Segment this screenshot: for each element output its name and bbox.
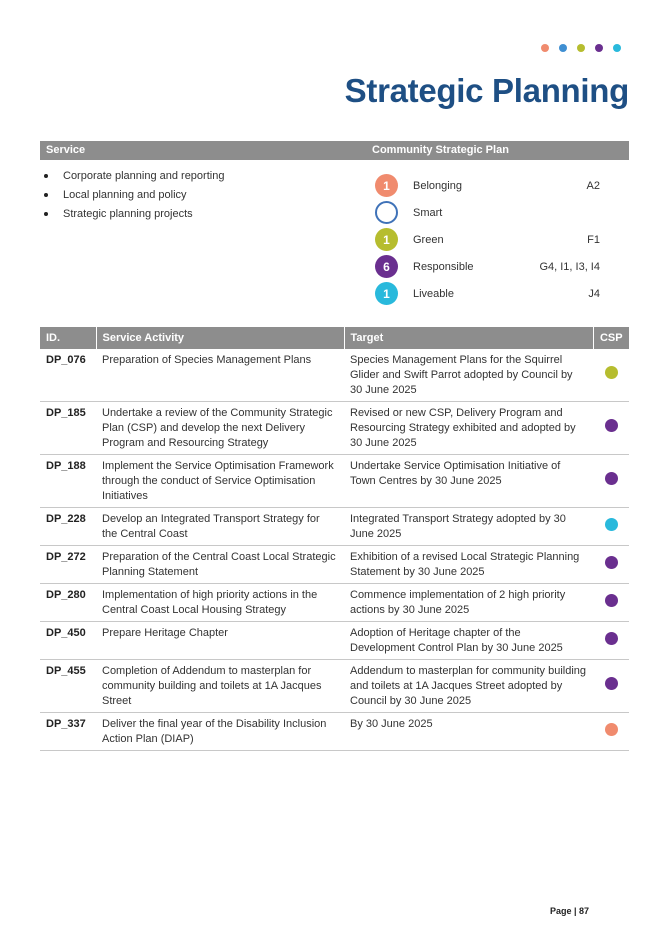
decorative-dots [541,44,621,52]
column-header-csp: CSP [593,327,629,349]
csp-theme-dot [605,472,618,485]
theme-name: Liveable [413,288,454,300]
service-item: Strategic planning projects [44,204,224,223]
csp-theme-dot [605,632,618,645]
activity-description: Preparation of the Central Coast Local Strategic Planning Statement [96,546,344,584]
csp-theme-green [375,228,629,255]
csp-header: Community Strategic Plan [372,144,509,156]
table-row [40,349,629,402]
table-row [40,622,629,660]
decorative-dot [559,44,567,52]
theme-count-badge: 6 [375,255,398,278]
column-header-activity: Service Activity [96,327,344,349]
activity-description: Deliver the final year of the Disability Inclusion Action Plan (DIAP) [96,713,344,751]
theme-count-badge [375,201,398,224]
csp-theme-smart [375,201,629,228]
activity-description: Implementation of high priority actions in the Central Coast Local Housing Strategy [96,584,344,622]
activity-target: Species Management Plans for the Squirrel Glider and Swift Parrot adopted by Council by 30 June 2025 [344,349,593,402]
theme-count-badge: 1 [375,282,398,305]
activity-target: Integrated Transport Strategy adopted by 30 June 2025 [344,508,593,546]
csp-theme-dot [605,594,618,607]
activity-id: DP_076 [40,349,96,402]
decorative-dot [595,44,603,52]
activity-description: Undertake a review of the Community Strategic Plan (CSP) and develop the next Delivery Program and Resourcing Strategy [96,402,344,455]
csp-theme-belonging [375,174,629,201]
service-item: Local planning and policy [44,185,224,204]
theme-codes: F1 [587,234,600,246]
theme-name: Green [413,234,444,246]
activity-description: Preparation of Species Management Plans [96,349,344,402]
activity-id: DP_228 [40,508,96,546]
activity-target: By 30 June 2025 [344,713,593,751]
csp-theme-responsible [375,255,629,282]
csp-theme-dot [605,518,618,531]
activity-target: Addendum to masterplan for community building and toilets at 1A Jacques Street adopted by Council by 30 June 2025 [344,660,593,713]
table-row [40,713,629,751]
service-header: Service [46,144,86,156]
theme-count-badge: 1 [375,174,398,197]
activity-target: Adoption of Heritage chapter of the Development Control Plan by 30 June 2025 [344,622,593,660]
theme-count-badge: 1 [375,228,398,251]
bullet-icon [44,193,48,197]
theme-name: Belonging [413,180,462,192]
theme-codes: A2 [586,180,600,192]
table-row [40,402,629,455]
csp-theme-dot [605,366,618,379]
csp-theme-liveable [375,282,629,309]
activity-description: Prepare Heritage Chapter [96,622,344,660]
activity-id: DP_185 [40,402,96,455]
decorative-dot [541,44,549,52]
activity-target: Commence implementation of 2 high priority actions by 30 June 2025 [344,584,593,622]
table-row [40,660,629,713]
service-csp-header-bar [40,141,629,160]
activity-description: Implement the Service Optimisation Framework through the conduct of Service Optimisation Initiatives [96,455,344,508]
column-header-id: ID. [40,327,96,349]
activity-description: Develop an Integrated Transport Strategy for the Central Coast [96,508,344,546]
service-item: Corporate planning and reporting [44,166,224,185]
decorative-dot [577,44,585,52]
activity-id: DP_280 [40,584,96,622]
activity-id: DP_450 [40,622,96,660]
activity-id: DP_188 [40,455,96,508]
table-row [40,546,629,584]
theme-name: Responsible [413,261,474,273]
theme-name: Smart [413,207,443,219]
column-header-target: Target [344,327,593,349]
csp-theme-dot [605,556,618,569]
activity-target: Exhibition of a revised Local Strategic Planning Statement by 30 June 2025 [344,546,593,584]
bullet-icon [44,174,48,178]
csp-theme-dot [605,419,618,432]
service-list [44,166,224,223]
table-row [40,584,629,622]
activity-target: Undertake Service Optimisation Initiative of Town Centres by 30 June 2025 [344,455,593,508]
table-header-row [40,327,629,349]
bullet-icon [44,212,48,216]
table-row [40,508,629,546]
page-title: Strategic Planning [344,72,629,109]
table-row [40,455,629,508]
csp-theme-dot [605,723,618,736]
page-number: Page | 87 [550,906,590,916]
activity-description: Completion of Addendum to masterplan for community building and toilets at 1A Jacques Street [96,660,344,713]
activity-id: DP_337 [40,713,96,751]
decorative-dot [613,44,621,52]
csp-theme-dot [605,677,618,690]
activity-id: DP_455 [40,660,96,713]
theme-codes: J4 [588,288,600,300]
service-activity-table [40,327,629,751]
activity-target: Revised or new CSP, Delivery Program and Resourcing Strategy exhibited and adopted by 30 June 2025 [344,402,593,455]
activity-id: DP_272 [40,546,96,584]
csp-theme-list [375,174,629,309]
theme-codes: G4, I1, I3, I4 [539,261,600,273]
